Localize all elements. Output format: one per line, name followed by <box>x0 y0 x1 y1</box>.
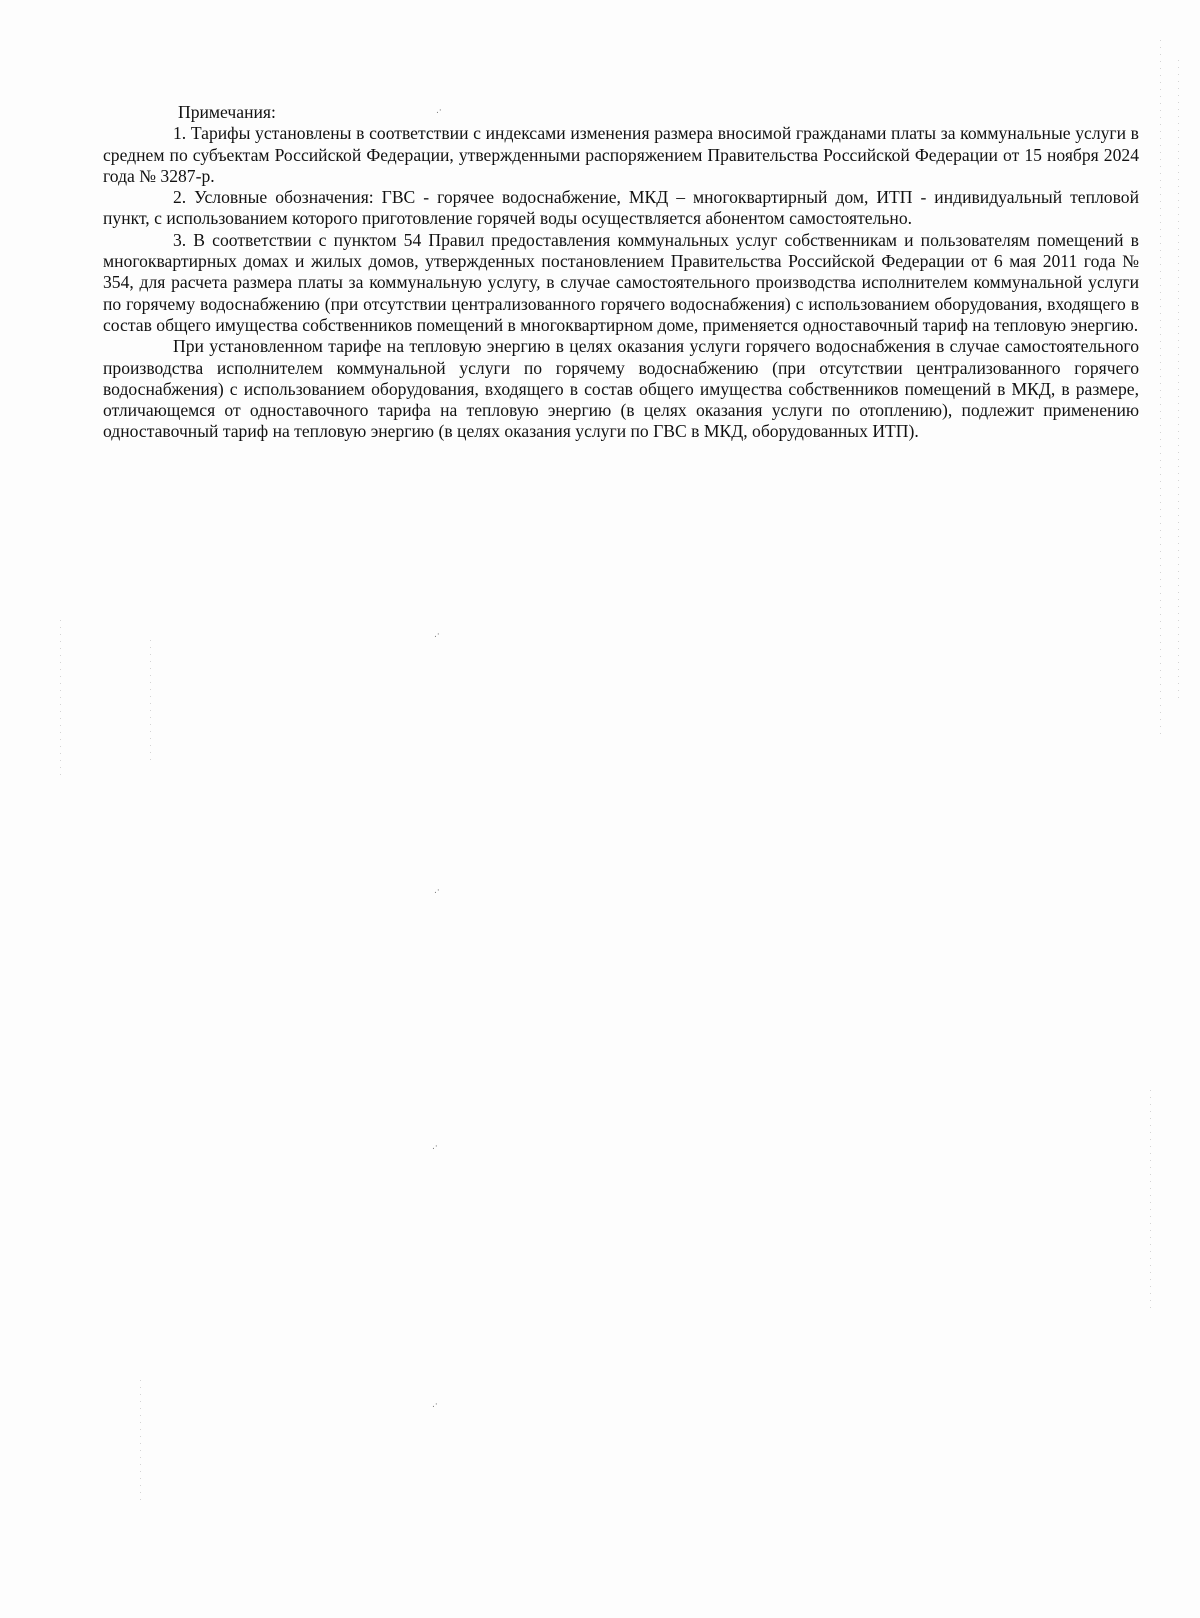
notes-heading: Примечания: <box>178 102 276 122</box>
scan-noise <box>60 620 61 780</box>
scan-speck: .· <box>434 886 440 896</box>
note-paragraph-1: 1. Тарифы установлены в соответствии с индексами изменения размера вносимой гражданами платы за коммунальные услуги в среднем по субъектам Российской Федерации, утвержденными распоряжением Правительства Российской Федерации от 15 ноября 2024 года № 3287-р. <box>103 123 1139 186</box>
scan-noise <box>1150 1090 1151 1310</box>
scan-noise <box>140 1380 141 1500</box>
scan-noise <box>1178 60 1179 700</box>
scan-speck: .· <box>432 1400 438 1410</box>
scan-speck: .· <box>434 630 440 640</box>
note-paragraph-4: При установленном тарифе на тепловую энергию в целях оказания услуги горячего водоснабжения в случае самостоятельного производства исполнителем коммунальной услуги по горячему водоснабжению (при отсутствии централизованного горячего водоснабжения) с использованием оборудования, входящего в состав общего имущества собственников помещений в МКД, в размере, отличающемся от одноставочного тарифа на тепловую энергию (в целях оказания услуги по отоплению), подлежит применению одноставочный тариф на тепловую энергию (в целях оказания услуги по ГВС в МКД, оборудованных ИТП). <box>103 336 1139 442</box>
note-paragraph-3: 3. В соответствии с пунктом 54 Правил предоставления коммунальных услуг собственникам и пользователям помещений в многоквартирных домах и жилых домов, утвержденных постановлением Правительства Российской Федерации от 6 мая 2011 года № 354, для расчета размера платы за коммунальную услугу, в случае самостоятельного производства исполнителем коммунальной услуги по горячему водоснабжению (при отсутствии централизованного горячего водоснабжения) с использованием оборудования, входящего в состав общего имущества собственников помещений в многоквартирном доме, применяется одноставочный тариф на тепловую энергию. <box>103 229 1139 335</box>
scan-speck: .· <box>436 106 442 116</box>
scan-noise <box>1160 40 1161 740</box>
scan-speck: .· <box>432 1142 438 1152</box>
notes-section <box>103 102 1139 443</box>
scan-noise <box>150 640 151 760</box>
note-paragraph-2: 2. Условные обозначения: ГВС - горячее водоснабжение, МКД – многоквартирный дом, ИТП - индивидуальный тепловой пункт, с использованием которого приготовление горячей воды осуществляется абонентом самостоятельно. <box>103 187 1139 229</box>
